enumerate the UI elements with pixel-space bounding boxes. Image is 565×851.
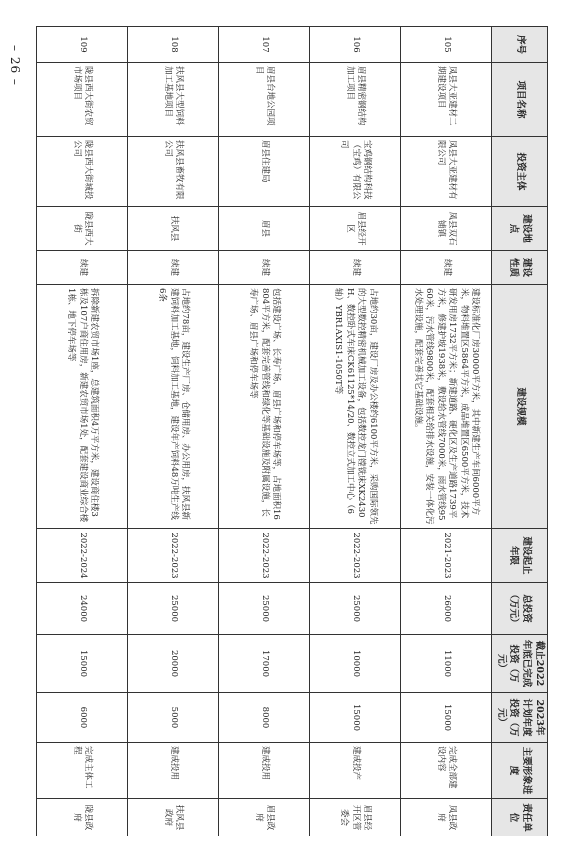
cell-done: 11000 (400, 635, 491, 693)
cell-nature: 续建 (309, 251, 400, 285)
cell-total: 25000 (218, 583, 309, 635)
cell-location: 眉县 (218, 207, 309, 251)
header-location: 建设地点 (491, 207, 547, 251)
cell-plan: 15000 (400, 693, 491, 743)
cell-location: 眉县经开区 (309, 207, 400, 251)
cell-location: 凤县双石铺镇 (400, 207, 491, 251)
header-investor: 投资主体 (491, 137, 547, 207)
cell-total: 25000 (309, 583, 400, 635)
cell-plan: 6000 (37, 693, 128, 743)
cell-done: 10000 (309, 635, 400, 693)
cell-unit: 凤县政府 (400, 799, 491, 837)
cell-scale: 建设标准化厂房30000平方米，其中新建生产车间6000平方米，物料堆置区5864平方米，成品堆置区6500平方米，技术研发用房1732平方米；新建道路、硬化区及生产道路1739平方米，修建护坡1938米，敷设给水管线7000米，雨水管线9560米，污水管线9800米，配套相关给排水设施，安装一体化污水处理设施，配套完善其它基础设施。 (400, 285, 491, 529)
header-name: 项目名称 (491, 63, 547, 137)
cell-unit: 眉县经开区管委会 (309, 799, 400, 837)
header-unit: 责任单位 (491, 799, 547, 837)
table-row (309, 27, 400, 837)
table-row (400, 27, 491, 837)
cell-seq: 105 (400, 27, 491, 63)
cell-investor: 陇县西大街城投公司 (37, 137, 128, 207)
cell-plan: 5000 (128, 693, 219, 743)
cell-investor: 扶风县畜牧有限公司 (128, 137, 219, 207)
cell-name: 眉县台地公园项目 (218, 63, 309, 137)
cell-progress: 完成全部建设内容 (400, 743, 491, 799)
cell-location: 扶风县 (128, 207, 219, 251)
cell-plan: 15000 (309, 693, 400, 743)
cell-investor: 眉县住建局 (218, 137, 309, 207)
cell-done: 15000 (37, 635, 128, 693)
header-done: 截止2022年底已完成投资（万元） (491, 635, 547, 693)
cell-investor: 宝鸡钢结构科技（宝鸡）有限公司 (309, 137, 400, 207)
cell-nature: 续建 (400, 251, 491, 285)
project-table (36, 26, 548, 836)
header-row (491, 27, 547, 837)
cell-done: 17000 (218, 635, 309, 693)
cell-scale: 占地约30亩，建设厂房及办公楼约6100平方米，采购国际领先的大型数控精密机械加工设备，包括数控龙门镗铣床XK2430H、数控卧式车床CK61125*14/20、数控立式加工中心（6轴）YBR1AXIS1-1050T等 (309, 285, 400, 529)
page-number: – 26 – (8, 44, 22, 86)
cell-years: 2022-2024 (37, 529, 128, 583)
cell-total: 24000 (37, 583, 128, 635)
cell-nature: 续建 (128, 251, 219, 285)
cell-years: 2022-2023 (218, 529, 309, 583)
cell-investor: 凤县大亚建材有限公司 (400, 137, 491, 207)
header-nature: 建设性质 (491, 251, 547, 285)
header-scale: 建设规模 (491, 285, 547, 529)
cell-unit: 扶风县政府 (128, 799, 219, 837)
header-progress: 主要形象进度 (491, 743, 547, 799)
cell-nature: 续建 (218, 251, 309, 285)
cell-progress: 建成投用 (128, 743, 219, 799)
cell-progress: 建成投用 (218, 743, 309, 799)
cell-location: 陇县西大街 (37, 207, 128, 251)
cell-years: 2022-2023 (309, 529, 400, 583)
rotated-page (36, 26, 548, 836)
cell-progress: 完成主体工程 (37, 743, 128, 799)
cell-total: 26000 (400, 583, 491, 635)
header-plan: 2023年计划年度投资（万元） (491, 693, 547, 743)
cell-unit: 眉县政府 (218, 799, 309, 837)
cell-years: 2021-2023 (400, 529, 491, 583)
cell-progress: 建成投产 (309, 743, 400, 799)
cell-name: 眉县精密钢结构加工项目 (309, 63, 400, 137)
cell-name: 凤县大亚建材二期建设项目 (400, 63, 491, 137)
cell-name: 扶风县大型饲料加工基地项目 (128, 63, 219, 137)
cell-scale: 包括建设广场、长寿广场、眉县广场和停车场等，占地面积16804平方米，配套完善管线和绿化等基础设施及附属设施，长寿广场、眉县广场和停车场等 (218, 285, 309, 529)
header-years: 建设起止年限 (491, 529, 547, 583)
cell-plan: 8000 (218, 693, 309, 743)
cell-seq: 106 (309, 27, 400, 63)
header-seq: 序号 (491, 27, 547, 63)
cell-scale: 拆除新建农贸市场1座，总建筑面积4万平方米，建设商住楼3栋及107户商住用房，新建农贸市场1处，配套建设商业综合楼1栋、地下停车场等 (37, 285, 128, 529)
table-container (36, 26, 548, 836)
cell-seq: 107 (218, 27, 309, 63)
cell-nature: 续建 (37, 251, 128, 285)
cell-seq: 108 (128, 27, 219, 63)
cell-seq: 109 (37, 27, 128, 63)
cell-years: 2022-2023 (128, 529, 219, 583)
table-row (218, 27, 309, 837)
header-total: 总投资（万元） (491, 583, 547, 635)
cell-scale: 占地约78亩，建设生产厂房、仓储用房、办公用房，扶风县新建饲料加工基地，饲料加工基地，建设年产饲料48万吨生产线6条 (128, 285, 219, 529)
table-row (128, 27, 219, 837)
cell-name: 陇县西大街农贸市场项目 (37, 63, 128, 137)
cell-unit: 陇县政府 (37, 799, 128, 837)
table-row (37, 27, 128, 837)
cell-done: 20000 (128, 635, 219, 693)
cell-total: 25000 (128, 583, 219, 635)
